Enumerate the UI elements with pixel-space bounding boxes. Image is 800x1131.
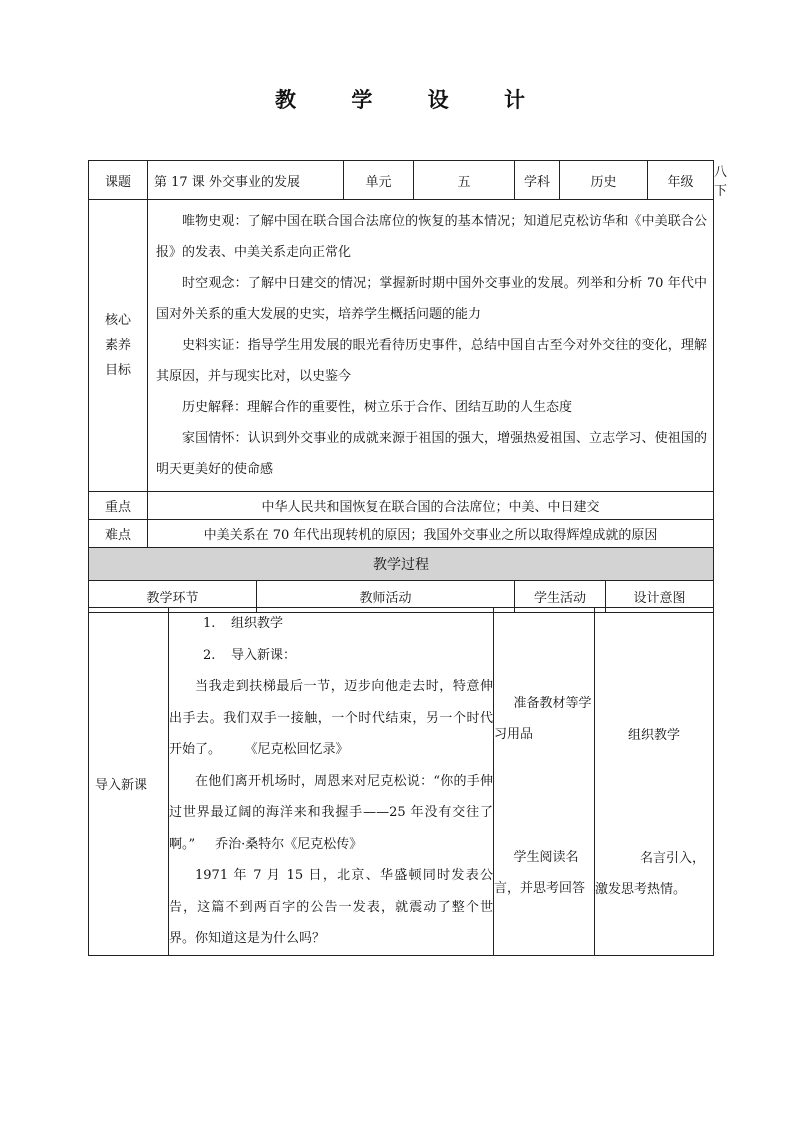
teacher-step [169,640,493,672]
goal-item: 史料实证：指导学生用发展的眼光看待历史事件，总结中国自古至今对外交往的变化，理解其原因，并与现实比对，以史鉴今 [156,338,708,384]
student-header: 学生活动 [515,581,606,613]
quote-paragraph [169,671,493,766]
process-band-title: 教学过程 [89,548,714,581]
subject-label: 学科 [515,161,560,200]
process-band [89,548,714,581]
goals-label-text: 核心素养目标 [104,313,131,378]
goal-item: 历史解释：理解合作的重要性，树立乐于合作、团结互助的人生态度 [182,400,573,415]
info-row: 课题 第 17 课 外交事业的发展 单元 五 学科 历史 年级 八下 [89,161,714,200]
quote-source: 乔治·桑特尔《尼克松传》 [215,836,363,852]
stage-header: 教学环节 [89,581,257,613]
document-title: 教 学 设 计 [275,87,549,112]
design-intent-cell [595,608,714,956]
student-activity: 准备教材等学习用品 [494,696,592,743]
intent-text: 组织教学 [627,727,680,743]
goal-item: 时空观念：了解中日建交的情况；掌握新时期中国外交事业的发展。列举和分析 70 年代中国对外关系的重大发展的史实，培养学生概括问题的能力 [156,276,708,322]
table-row [89,608,714,956]
difficulty-label: 难点 [89,520,148,548]
question-paragraph: 1971 年 7 月 15 日，北京、华盛顿同时发表公告，这篇不到两百字的公告一发表，就震动了整个世界。你知道这是为什么吗？ [169,868,493,946]
process-table [88,607,714,956]
difficulty-value: 中美关系在 70 年代出现转机的原因；我国外交事业之所以取得辉煌成就的原因 [148,520,714,548]
intent-header: 设计意图 [606,581,714,613]
goals-label [89,200,148,492]
quote-text: 在他们离开机场时，周恩来对尼克松说：“你的手伸过世界最辽阔的海洋来和我握手——25 年没有交往了啊。” [169,773,493,852]
quote-text: 当我走到扶梯最后一节，迈步向他走去时，特意伸出手去。我们双手一接触，一个时代结束，另一个时代开始了。 [169,679,493,757]
subject-value: 历史 [560,161,648,200]
key-point-value: 中华人民共和国恢复在联合国的合法席位；中美、中日建交 [148,492,714,520]
student-activity-cell [494,608,595,956]
key-point-row [89,492,714,520]
goals-row [89,200,714,492]
lesson-label: 课题 [89,161,148,200]
intent-text: 激发思考热情。 [595,881,687,897]
step-number: 2. [203,647,216,663]
goal-item: 唯物史观：了解中国在联合国合法席位的恢复的基本情况；知道尼克松访华和《中美联合公报》的发表、中美关系走向正常化 [156,214,708,260]
student-activity: 学生阅读名言，并思考回答 [494,850,586,897]
grade-label: 年级 [648,161,714,200]
quote-source: 《尼克松回忆录》 [251,742,349,757]
step-number: 1. [203,616,216,631]
goals-content [148,200,714,492]
intent-text: 名言引入， [639,850,705,866]
lesson-value: 第 17 课 外交事业的发展 [148,161,344,200]
difficulty-row [89,520,714,548]
unit-value: 五 [414,161,515,200]
step-text: 组织教学 [231,616,284,631]
teacher-step [169,608,493,640]
lesson-plan-table [88,160,728,613]
teacher-activity-cell [169,608,494,956]
teacher-header: 教师活动 [257,581,515,613]
goal-item: 家国情怀：认识到外交事业的成就来源于祖国的强大，增强热爱祖国、立志学习、使祖国的明天更美好的使命感 [156,431,708,477]
step-text: 导入新课： [231,647,297,663]
key-point-label: 重点 [89,492,148,520]
quote-paragraph [169,766,493,861]
unit-label: 单元 [344,161,414,200]
stage-cell: 导入新课 [89,608,169,956]
